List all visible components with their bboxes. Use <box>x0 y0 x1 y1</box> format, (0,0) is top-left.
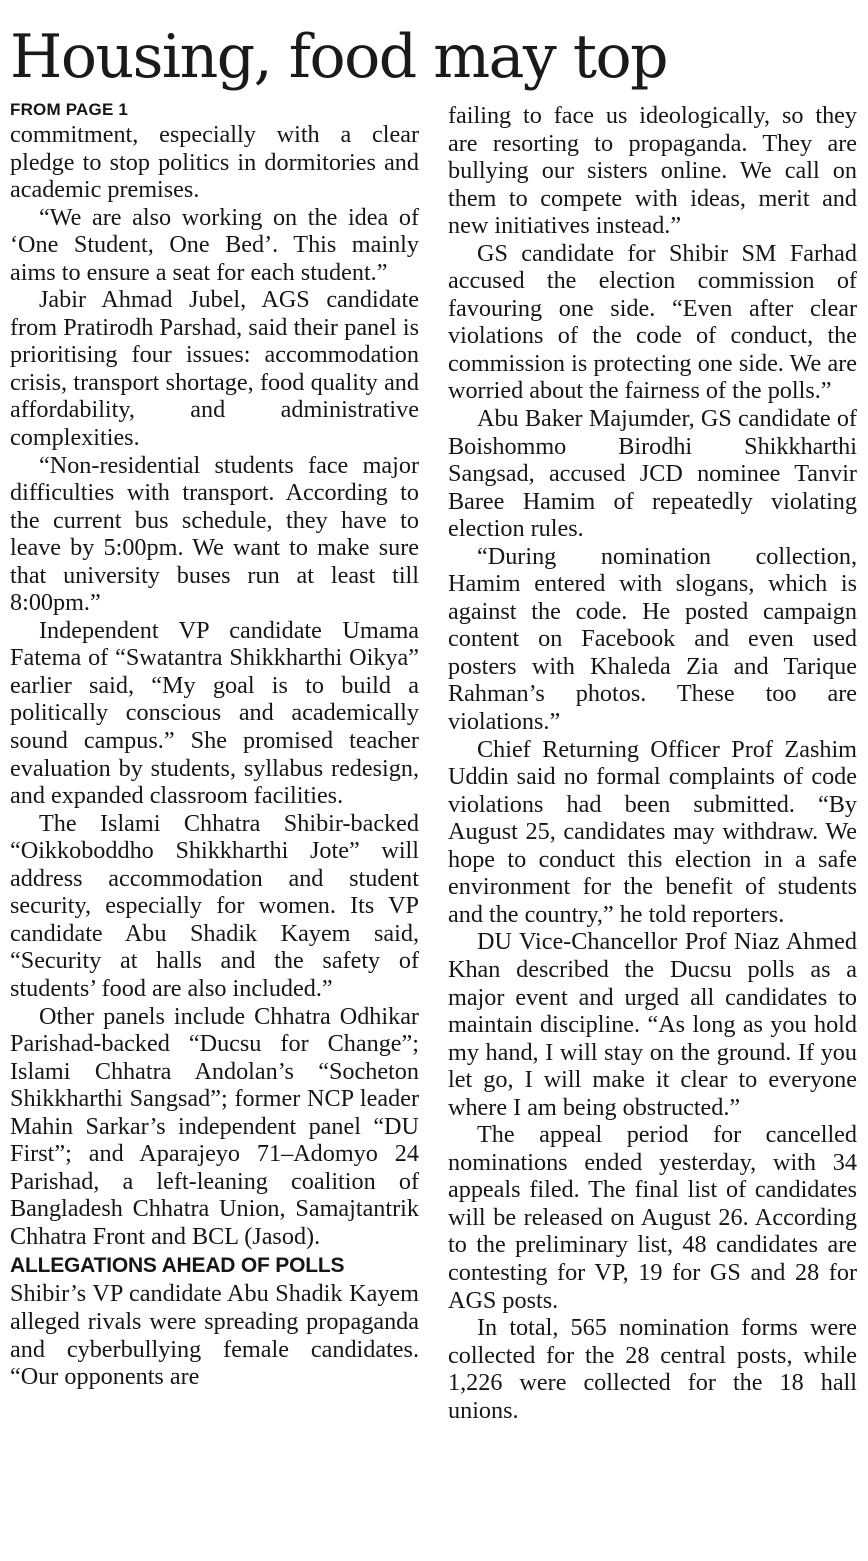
paragraph: Other panels include Chhatra Odhikar Parishad-backed “Ducsu for Change”; Islami Chhatra Andolan’s “Socheton Shikkharthi Sangsad”; former NCP leader Mahin Sarkar’s independent panel “DU First”; and Aparajeyo 71–Adomyo 24 Parishad, a left-leaning coalition of Bangladesh Chhatra Union, Samajtantrik Chhatra Front and BCL (Jasod). <box>10 1002 419 1250</box>
paragraph: Jabir Ahmad Jubel, AGS candidate from Pratirodh Parshad, said their panel is prioritising four issues: accommodation crisis, transport shortage, food quality and affordability, and administrative complexities. <box>10 286 419 452</box>
left-column <box>10 98 419 1391</box>
paragraph: The appeal period for cancelled nominations ended yesterday, with 34 appeals filed. The final list of candidates will be released on August 26. According to the preliminary list, 48 candidates are contesting for VP, 19 for GS and 28 for AGS posts. <box>448 1121 857 1314</box>
paragraph: failing to face us ideologically, so they are resorting to propaganda. They are bullying our sisters online. We call on them to compete with ideas, merit and new initiatives instead.” <box>448 102 857 240</box>
paragraph: Independent VP candidate Umama Fatema of “Swatantra Shikkharthi Oikya” earlier said, “My goal is to build a politically conscious and academically sound campus.” She promised teacher evaluation by students, syllabus redesign, and expanded classroom facilities. <box>10 616 419 810</box>
paragraph: GS candidate for Shibir SM Farhad accused the election commission of favouring one side. “Even after clear violations of the code of conduct, the commission is protecting one side. We are worried about the fairness of the polls.” <box>448 239 857 405</box>
paragraph: DU Vice-Chancellor Prof Niaz Ahmed Khan described the Ducsu polls as a major event and urged all candidates to maintain discipline. “As long as you hold my hand, I will stay on the ground. If you let go, I will make it clear to everyone where I am being obstructed.” <box>448 928 857 1121</box>
paragraph: “We are also working on the idea of ‘One Student, One Bed’. This mainly aims to ensure a seat for each student.” <box>10 203 419 286</box>
paragraph: commitment, especially with a clear pledge to stop politics in dormitories and academic premises. <box>10 121 419 204</box>
paragraph: “Non-residential students face major difficulties with transport. According to the current bus schedule, they have to leave by 5:00pm. We want to make sure that university buses run at least till 8:00pm.” <box>10 451 419 617</box>
paragraph: Shibir’s VP candidate Abu Shadik Kayem alleged rivals were spreading propaganda and cyberbullying female candidates. “Our opponents are <box>10 1280 419 1391</box>
kicker: FROM PAGE 1 <box>10 100 129 119</box>
paragraph: Abu Baker Majumder, GS candidate of Boishommo Birodhi Shikkharthi Sangsad, accused JCD nominee Tanvir Baree Hamim of repeatedly violating election rules. <box>448 405 857 543</box>
paragraph: In total, 565 nomination forms were collected for the 28 central posts, while 1,226 were collected for the 18 hall unions. <box>448 1314 857 1424</box>
paragraph: The Islami Chhatra Shibir-backed “Oikkoboddho Shikkharthi Jote” will address accommodation and student security, especially for women. Its VP candidate Abu Shadik Kayem said, “Security at halls and the safety of students’ food are also included.” <box>10 809 419 1002</box>
subheading: ALLEGATIONS AHEAD OF POLLS <box>10 1254 345 1278</box>
right-column <box>448 102 857 1424</box>
headline: Housing, food may top <box>10 22 667 92</box>
paragraph: Chief Returning Officer Prof Zashim Uddin said no formal complaints of code violations had been submitted. “By August 25, candidates may withdraw. We hope to conduct this election in a safe environment for the benefit of students and the country,” he told reporters. <box>448 735 857 928</box>
paragraph: “During nomination collection, Hamim entered with slogans, which is against the code. He posted campaign content on Facebook and even used posters with Khaleda Zia and Tarique Rahman’s photos. These too are violations.” <box>448 542 857 736</box>
